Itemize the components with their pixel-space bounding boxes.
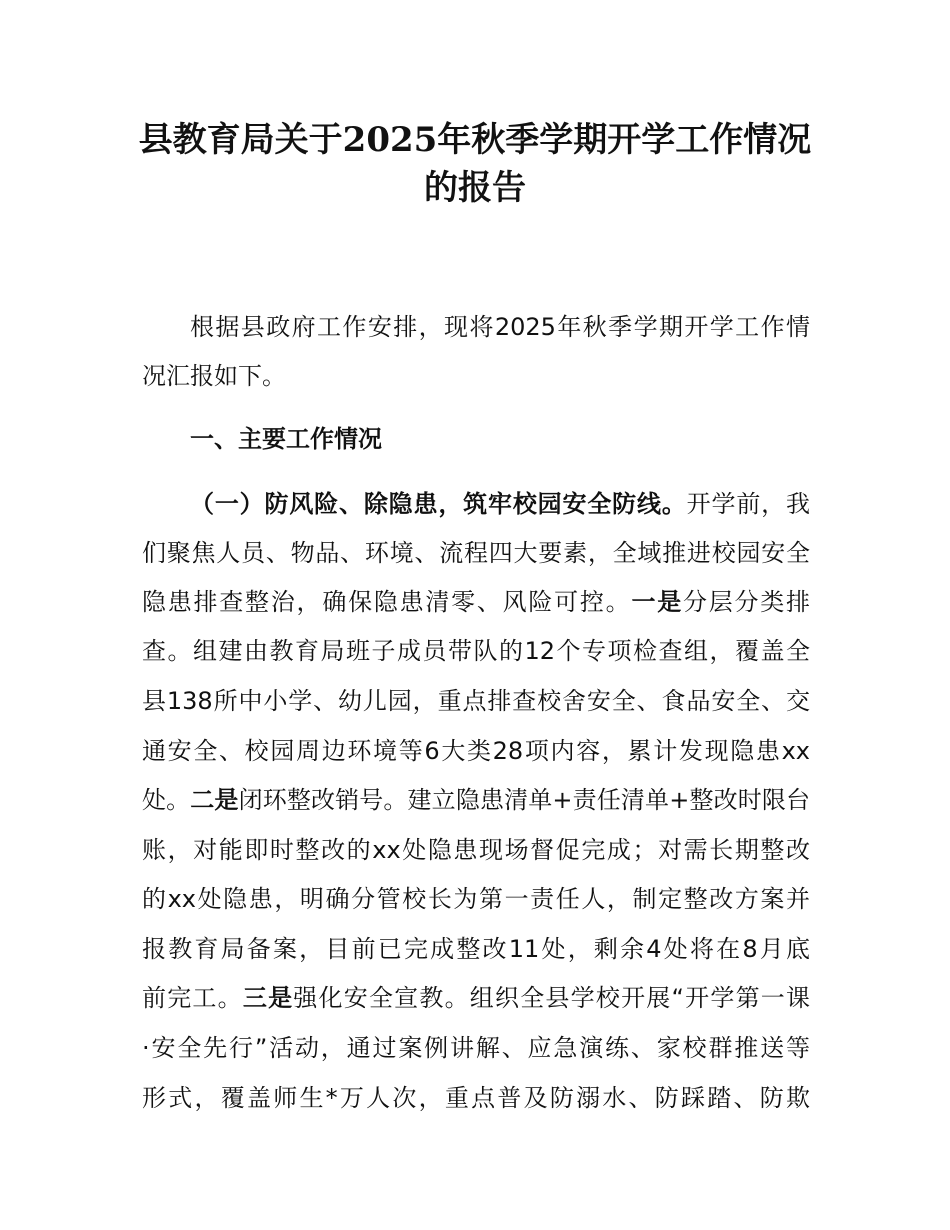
paragraph-line: ·安全先行”活动，通过案例讲解、应急演练、家校群推送等: [142, 1034, 810, 1062]
paragraph-line: 查。组建由教育局班子成员带队的12个专项检查组，覆盖全: [142, 637, 810, 665]
intro-line-1: 根据县政府工作安排，现将2025年秋季学期开学工作情: [190, 313, 810, 341]
paragraph-text: 开学前，我: [686, 490, 810, 518]
point-label: 一是: [631, 588, 683, 616]
point-label: 三是: [242, 984, 294, 1012]
paragraph-text: 隐患排查整治，确保隐患清零、风险可控。: [142, 588, 632, 616]
paragraph-line: 账，对能即时整改的xx处隐患现场督促完成；对需长期整改: [142, 836, 810, 864]
paragraph-line: [190, 486, 810, 522]
paragraph-line: [142, 980, 810, 1016]
paragraph-text: 前完工。: [142, 984, 243, 1012]
document-title-line-2: 的报告: [424, 168, 526, 208]
document-title-line-1: 县教育局关于2025年秋季学期开学工作情况: [138, 120, 812, 160]
subsection-heading: （一）防风险、除隐患，筑牢校园安全防线。: [190, 490, 687, 518]
paragraph-line: 报教育局备案，目前已完成整改11处，剩余4处将在8月底: [142, 935, 810, 963]
paragraph-line: 形式，覆盖师生*万人次，重点普及防溺水、防踩踏、防欺: [142, 1084, 810, 1112]
paragraph-line: [142, 584, 810, 620]
paragraph-line: 的xx处隐患，明确分管校长为第一责任人，制定整改方案并: [142, 885, 810, 913]
paragraph-line: [142, 782, 810, 818]
paragraph-line: 县138所中小学、幼儿园，重点排查校舍安全、食品安全、交: [142, 687, 810, 715]
paragraph-text: 闭环整改销号。建立隐患清单+责任清单+整改时限台: [238, 786, 810, 814]
point-label: 二是: [190, 786, 239, 814]
intro-line-2: 况汇报如下。: [142, 362, 286, 390]
paragraph-line: 通安全、校园周边环境等6大类28项内容，累计发现隐患xx: [142, 737, 810, 765]
paragraph-text: 处。: [142, 786, 191, 814]
paragraph-text: 强化安全宣教。组织全县学校开展“开学第一课: [293, 984, 810, 1012]
section-heading: 一、主要工作情况: [190, 425, 382, 453]
paragraph-line: 们聚焦人员、物品、环境、流程四大要素，全域推进校园安全: [142, 539, 810, 567]
paragraph-text: 分层分类排: [682, 588, 810, 616]
